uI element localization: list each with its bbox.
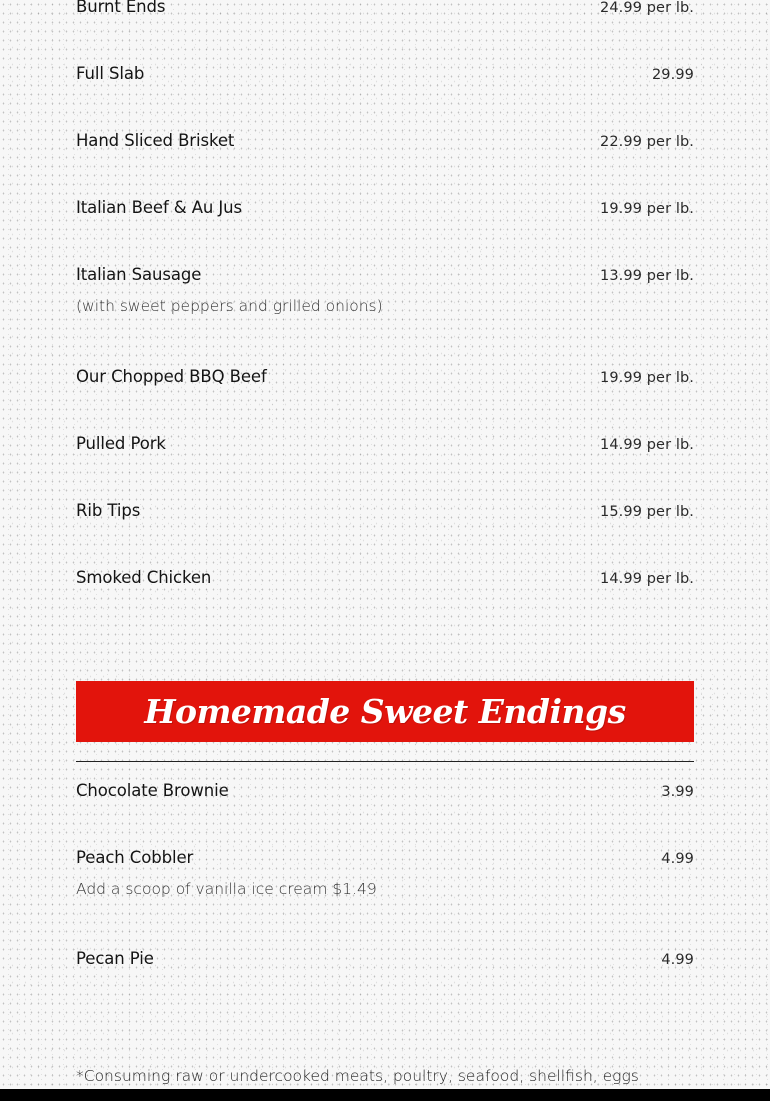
menu-item <box>76 131 694 150</box>
item-price: 19.99 per lb. <box>600 201 694 217</box>
item-price: 3.99 <box>661 784 694 800</box>
item-name: Rib Tips <box>76 501 141 520</box>
item-description: Add a scoop of vanilla ice cream $1.49 <box>76 880 377 898</box>
item-name: Italian Sausage <box>76 265 202 284</box>
item-name: Chocolate Brownie <box>76 781 229 800</box>
item-price: 13.99 per lb. <box>600 268 694 284</box>
item-price: 4.99 <box>661 952 694 968</box>
item-name: Burnt Ends <box>76 0 166 16</box>
menu-item <box>76 949 694 968</box>
item-price: 29.99 <box>651 67 694 83</box>
menu-item <box>76 367 694 386</box>
item-name: Pulled Pork <box>76 434 166 453</box>
section-banner <box>76 681 694 742</box>
item-name: Italian Beef & Au Jus <box>76 198 243 217</box>
menu-item <box>76 434 694 453</box>
menu-item <box>76 568 694 587</box>
footnote: *Consuming raw or undercooked meats, poultry, seafood, shellfish, eggs <box>76 1067 639 1085</box>
item-price: 24.99 per lb. <box>600 0 694 16</box>
menu-item <box>76 265 694 315</box>
item-name: Hand Sliced Brisket <box>76 131 235 150</box>
item-name: Our Chopped BBQ Beef <box>76 367 267 386</box>
item-price: 19.99 per lb. <box>600 370 694 386</box>
item-price: 15.99 per lb. <box>600 504 694 520</box>
item-name: Peach Cobbler <box>76 848 194 867</box>
section-title: Homemade Sweet Endings <box>144 692 626 731</box>
menu-item <box>76 501 694 520</box>
item-name: Pecan Pie <box>76 949 154 968</box>
section-divider <box>76 761 694 762</box>
menu-item <box>76 848 694 898</box>
item-name: Full Slab <box>76 64 145 83</box>
menu-item <box>76 0 694 16</box>
menu-item <box>76 781 694 800</box>
item-description: (with sweet peppers and grilled onions) <box>76 297 383 315</box>
menu-item <box>76 198 694 217</box>
item-price: 14.99 per lb. <box>600 437 694 453</box>
item-price: 4.99 <box>661 851 694 867</box>
item-price: 14.99 per lb. <box>600 571 694 587</box>
bottom-bar <box>0 1089 770 1101</box>
item-name: Smoked Chicken <box>76 568 212 587</box>
menu-item <box>76 64 694 83</box>
item-price: 22.99 per lb. <box>600 134 694 150</box>
